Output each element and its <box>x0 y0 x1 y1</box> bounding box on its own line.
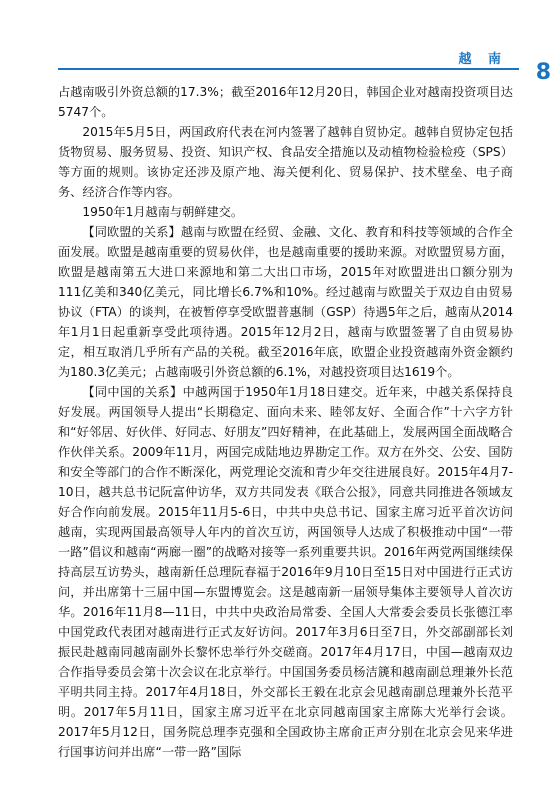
body-text <box>58 82 513 762</box>
paragraph: 占越南吸引外资总额的17.3%；截至2016年12月20日，韩国企业对越南投资项目达5747个。 <box>58 85 513 119</box>
paragraph: 2015年5月5日，两国政府代表在河内签署了越韩自贸协定。越韩自贸协定包括货物贸易、服务贸易、投资、知识产权、食品安全措施以及动植物检验检疫（SPS）等方面的规则。该协定还涉及原产地、海关便利化、贸易保护、技术壁垒、电子商务、经济合作等内容。 <box>58 125 513 199</box>
paragraph-eu-relations: 【同欧盟的关系】越南与欧盟在经贸、金融、文化、教育和科技等领域的合作全面发展。欧盟是越南重要的贸易伙伴，也是越南重要的援助来源。对欧盟贸易方面，欧盟是越南第五大进口来源地和第二大出口市场，2015年对欧盟进出口额分别为111亿美和340亿美元，同比增长6.7%和10%。经过越南与欧盟关于双边自由贸易协议（FTA）的谈判，在被暂停享受欧盟普惠制（GSP）待遇5年之后，越南从2014年1月1日起重新享受此项待遇。2015年12月2日，越南与欧盟签署了自由贸易协定，相互取消几乎所有产品的关税。截至2016年底，欧盟企业投资越南外资金额约为180.3亿美元；占越南吸引外资总额的6.1%，对越投资项目达1619个。 <box>58 225 513 379</box>
chapter-title: 越 南 <box>458 52 507 67</box>
paragraph-china-relations: 【同中国的关系】中越两国于1950年1月18日建交。近年来，中越关系保持良好发展。两国领导人提出“长期稳定、面向未来、睦邻友好、全面合作”十六字方针和“好邻居、好伙伴、好同志、好朋友”四好精神，在此基础上，发展两国全面战略合作伙伴关系。2009年11月，两国完成陆地边界勘定工作。双方在外交、公安、国防和安全等部门的合作不断深化，两党理论交流和青少年交往进展良好。2015年4月7-10日，越共总书记阮富仲访华，双方共同发表《联合公报》，同意共同推进各领域友好合作向前发展。2015年11月5-6日，中共中央总书记、国家主席习近平首次访问越南，实现两国最高领导人年内的首次互访，两国领导人达成了积极推动中国“一带一路”倡议和越南“两廊一圈”的战略对接等一系列重要共识。2016年两党两国继续保持高层互访势头，越南新任总理阮春福于2016年9月10日至15日对中国进行正式访问，并出席第十三届中国—东盟博览会。这是越南新一届领导集体主要领导人首次访华。2016年11月8—11日，中共中央政治局常委、全国人大常委会委员长张德江率中国党政代表团对越南进行正式友好访问。2017年3月6日至7日，外交部副部长刘振民赴越南同越南副外长黎怀忠举行外交磋商。2017年4月17日，中国—越南双边合作指导委员会第十次会议在北京举行。中国国务委员杨洁篪和越南副总理兼外长范平明共同主持。2017年4月18日，外交部长王毅在北京会见越南副总理兼外长范平明。2017年5月11日，国家主席习近平在北京同越南国家主席陈大光举行会谈。2017年5月12日，国务院总理李克强和全国政协主席俞正声分别在北京会见来华进行国事访问并出席“一带一路”国际 <box>58 385 513 759</box>
paragraph: 1950年1月越南与朝鲜建交。 <box>82 205 244 219</box>
header-divider <box>58 68 519 70</box>
running-header <box>0 0 559 85</box>
page-number: 8 <box>535 60 551 85</box>
